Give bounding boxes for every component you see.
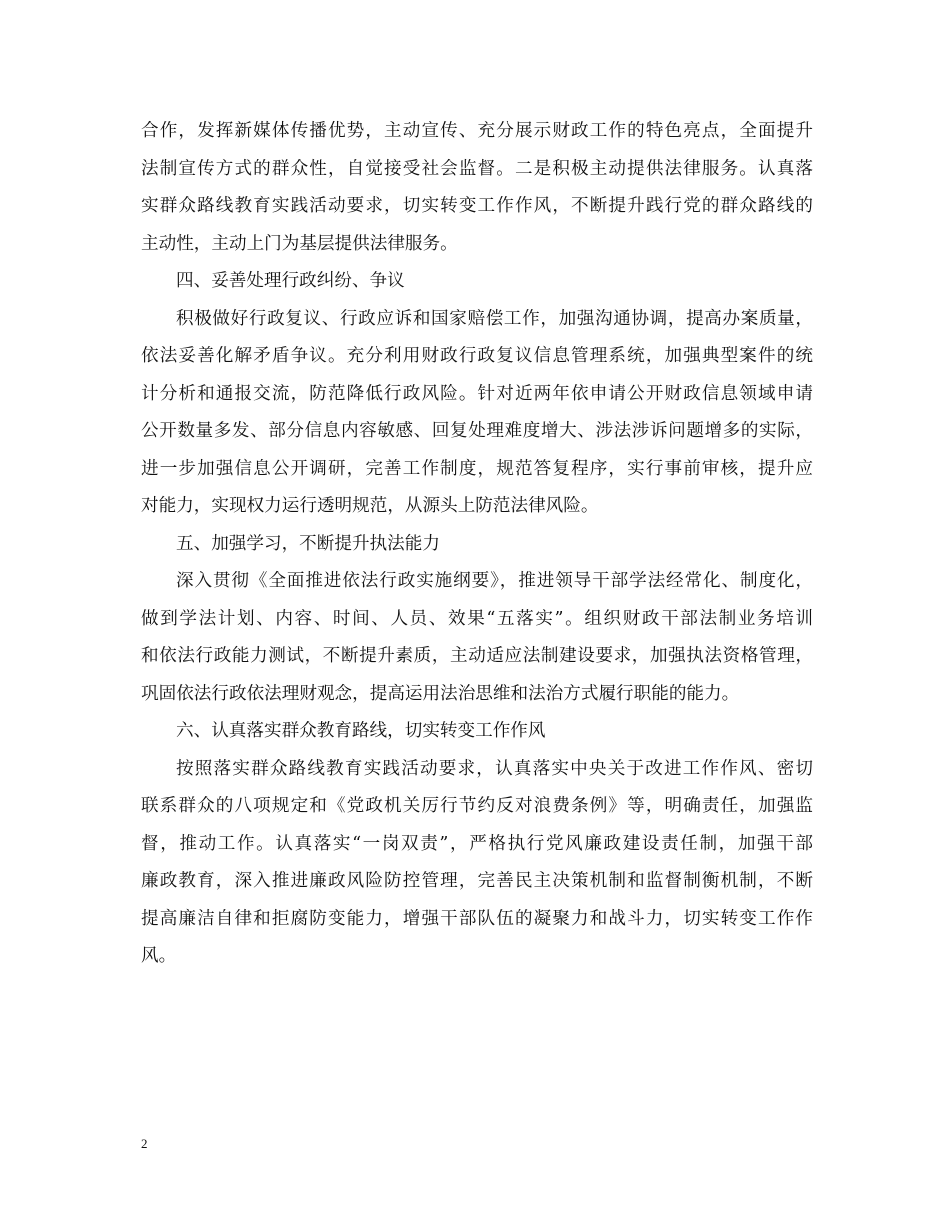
body-text-line: 巩固依法行政依法理财观念，提高运用法治思维和法治方式履行职能的能力。 bbox=[141, 683, 740, 704]
body-text-line: 实群众路线教育实践活动要求，切实转变工作作风，不断提升践行党的群众路线的 bbox=[141, 196, 813, 216]
body-text-line: 做到学法计划、内容、时间、人员、效果“五落实”。组织财政干部法制业务培训 bbox=[141, 608, 813, 629]
page-number: 2 bbox=[141, 1136, 148, 1151]
body-text-line: 和依法行政能力测试，不断提升素质，主动适应法制建设要求，加强执法资格管理， bbox=[141, 646, 813, 666]
section-heading-4: 四、妥善处理行政纠纷、争议 bbox=[176, 271, 405, 291]
body-text-line: 法制宣传方式的群众性，自觉接受社会监督。二是积极主动提供法律服务。认真落 bbox=[141, 158, 813, 179]
section-heading-5: 五、加强学习，不断提升执法能力 bbox=[176, 533, 440, 554]
body-text-line: 公开数量多发、部分信息内容敏感、回复处理难度增大、涉法涉诉问题增多的实际， bbox=[141, 421, 813, 441]
body-text-line: 提高廉洁自律和拒腐防变能力，增强干部队伍的凝聚力和战斗力，切实转变工作作 bbox=[141, 908, 813, 929]
body-text-line: 积极做好行政复议、行政应诉和国家赔偿工作，加强沟通协调，提高办案质量， bbox=[176, 308, 813, 329]
body-text-line: 对能力，实现权力运行透明规范，从源头上防范法律风险。 bbox=[141, 496, 599, 516]
document-body bbox=[141, 113, 813, 976]
body-text-line: 督，推动工作。认真落实“一岗双责”，严格执行党风廉政建设责任制，加强干部 bbox=[141, 833, 813, 854]
body-text-line: 进一步加强信息公开调研，完善工作制度，规范答复程序，实行事前审核，提升应 bbox=[141, 458, 813, 479]
body-text-line: 联系群众的八项规定和《党政机关厉行节约反对浪费条例》等，明确责任，加强监 bbox=[141, 796, 813, 816]
body-text-line: 依法妥善化解矛盾争议。充分利用财政行政复议信息管理系统，加强典型案件的统 bbox=[141, 346, 813, 366]
body-text-line: 主动性，主动上门为基层提供法律服务。 bbox=[141, 233, 458, 254]
body-text-line: 深入贯彻《全面推进依法行政实施纲要》，推进领导干部学法经常化、制度化， bbox=[176, 571, 813, 591]
section-heading-6: 六、认真落实群众教育路线，切实转变工作作风 bbox=[176, 721, 546, 741]
body-text-line: 风。 bbox=[141, 946, 177, 966]
body-text-line: 计分析和通报交流，防范降低行政风险。针对近两年依申请公开财政信息领域申请 bbox=[141, 383, 813, 404]
body-text-line: 按照落实群众路线教育实践活动要求，认真落实中央关于改进工作作风、密切 bbox=[176, 758, 813, 779]
body-text-line: 合作，发挥新媒体传播优势，主动宣传、充分展示财政工作的特色亮点，全面提升 bbox=[141, 121, 813, 141]
body-text-line: 廉政教育，深入推进廉政风险防控管理，完善民主决策机制和监督制衡机制，不断 bbox=[141, 871, 813, 891]
